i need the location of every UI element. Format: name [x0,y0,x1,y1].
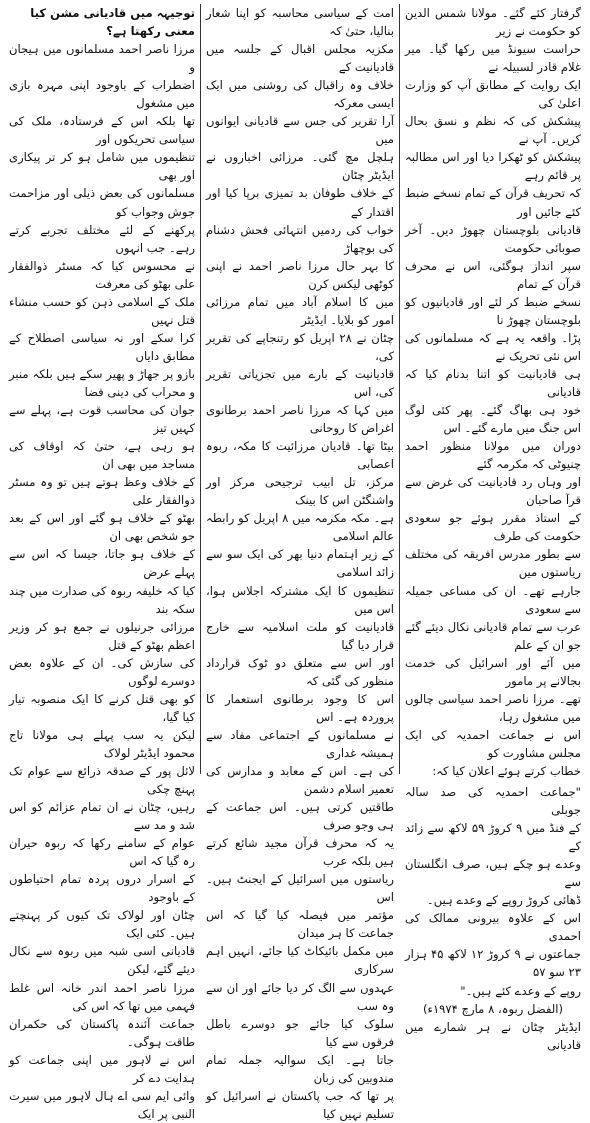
text-line: کا بہر حال مرزا ناصر احمد نے اپنی کوٹھی لیکس کرن [206,258,394,291]
text-line: خطاب کرتے ہوئے اعلان کیا کہ: [432,763,581,778]
text-line: بیٹا تھا۔ قادیان مرزائیت کا مکہ، ربوہ اعصابی [206,439,394,472]
text-line: عہدوں سے الگ کر دیا جائے اور ان سے وہ سب [206,980,394,1013]
text-line: سلوک کیا جائے جو دوسرے باطل فرقوں سے کیا [206,1016,394,1049]
text-line: نے محسوس کیا کہ مسٹر ذوالفقار علی بھٹو کی معرفت [9,258,195,291]
text-line: ریاستوں میں اسرائیل کے ایجنٹ ہیں۔ اس [206,872,394,905]
text-line: "جماعت احمدیہ کی صد سالہ جوبلی [405,785,581,818]
text-line: کی سازش کی۔ ان کے علاوہ بعض دوسرے لوگوں [9,655,195,688]
text-line: قادیانی بلوچستان چھوڑ دیں۔ آخر صوبائی حکومت [405,222,581,255]
text-line: ہے۔ مکہ مکرمہ میں ۸ اپریل کو رابطہ عالم اسلامی [206,511,394,544]
text-line: گرفتار کئے گئے۔ مولانا شمس الدین کو حکومت نے زیر [405,6,581,39]
text-line: نے مسلمانوں کے اجتماعی مفاد سے ہمیشہ غداری [206,727,394,760]
text-line: تنظیموں کا ایک مشترکہ اجلاس ہوا، اس میں [206,583,394,616]
text-line: مرزا ناصر احمد مسلمانوں میں ہیجان و [9,42,195,75]
text-line: ڈھائی کروڑ روپے کے وعدے ہیں۔ [426,893,581,908]
text-line: مرزا ناصر احمد اندر خانہ اس غلط فہمی میں تھا کہ اس کی [9,980,195,1013]
text-line: سے بطور مدرس افریقہ کی مختلف ریاستوں میں [405,547,581,580]
text-line: پڑا۔ واقعہ یہ ہے کہ مسلمانوں کی اس نئی تحریک نے [405,330,581,363]
text-line: ملک کے اسلامی ذہن کو حسب منشاء قتل نہیں [9,294,195,327]
text-line: خواب کی ردمیں انتہائی فحش دشنام کی بوچھاڑ [206,222,394,255]
column-left [4,4,200,1121]
text-line: آرا تقریر کی جس سے قادیانی ایوانوں میں [206,114,394,147]
text-line: مسلمانوں کی بعض ذیلی اور مزاحمت جوش وجواب کو [9,186,195,219]
text-line: حراست سیونڈ میں رکھا گیا۔ میر غلام قادر لسبیلہ نے [405,42,581,75]
section-heading: توجیہہ میں قادیانی مشن کیا معنی رکھتا ہے؟ [30,6,195,39]
text-line: اس نے جماعت احمدیہ کی ایک مجلس مشاورت کو [405,727,581,760]
text-line: میں کہا کہ مرزا ناصر احمد برطانوی اغراض کا روحانی [206,403,394,436]
text-line: بازو پر جھاڑ و پھیر سکے ہیں بلکہ منبر و محراب کی دینی فضا [9,366,195,399]
text-line: مرکز، تل ابیب ترجیحی مرکز اور واشنگٹن اس کا بینک [206,475,394,508]
text-line: مرزائی جرنیلوں نے جمع ہو کر وزیر اعظم بھٹو کے قتل [9,619,195,652]
text-line: روپے کے وعدے کئے ہیں۔" [460,983,581,998]
text-line: کے خلاف طوفان بد تمیزی برپا کیا اور اقتدار کے [206,186,394,219]
text-line: کے اسرار دروں پردہ تمام احتیاطوں کے باوجود [9,872,195,905]
text-line: کے خلاف ہو جاتا، جیسا کہ اس سے پہلے عرض [9,547,195,580]
text-line: مکزیہ مجلس اقبال کے جلسہ میں قادیانیت کے [206,42,394,75]
text-line: خلاف وہ راقبال کی روشنی میں ایک ایسی معرکہ [206,78,394,111]
text-line: جوان کی محاسب قوت ہے، پہلے سے کہیں تیز [9,403,195,436]
text-line: سپر انداز ہوگئی، اس نے محرف قرآن کے تمام [405,258,581,291]
column-right-body [405,4,581,780]
text-line: کرا سکے اور نہ سیاسی اصطلاح کے مطابق دایاں [9,330,195,363]
text-line: کے زیر اہتمام دنیا بھر کی ایک سو سے زائد اسلامی [206,547,394,580]
text-line: اس کا وجود برطانوی استعمار کا پروردہ ہے۔ اس [206,691,394,724]
text-line: وعدے ہو چکے ہیں، صرف انگلستان سے [405,857,581,890]
text-line: کیا کہ خلیفہ ربوہ کی صدارت میں چند سکہ بند [9,583,195,616]
text-line: امت کے سیاسی محاسبہ کو اپنا شعار بنالیا، حتیٰ کہ [206,6,394,39]
text-line: چٹان اور لولاک تک کیوں کر پہنچتے ہیں۔ کئی ایک [9,908,195,941]
text-line: عوام کے سامنے رکھا کہ ربوہ حیران رہ گیا کہ اس [9,836,195,869]
text-line: پیشکش کو ٹھکرا دیا اور اس مطالبہ پر قائم رہے [405,150,581,183]
text-line: کے خلاف وعظ ہوتے ہیں تو وہ مسٹر ذوالفقار علی [9,475,195,508]
text-line: اس نے لاہور میں اپنی جماعت کو ہدایت دے کر [9,1052,195,1085]
text-line: اضطراب کے باوجود اپنی مہرہ بازی میں مشغول [9,78,195,111]
text-line: کے استاذ مقرر ہوئے جو سعودی حکومت کی طرف [405,511,581,544]
quoted-announcement [405,783,581,1000]
text-line: رہیں، چٹان نے ان تمام عزائم کو اس شد و مد سے [9,800,195,833]
text-line: دوران میں مولانا منظور احمد چنیوٹی کہ مکرمہ گئے [405,439,581,472]
text-line: عرب سے تمام قادیانی نکال دیئے گئے جو ان کے علم [405,619,581,652]
text-line: میں مکمل بائیکاٹ کیا جائے، انہیں اہم سرکاری [206,944,394,977]
text-line: وائی ایم سی اے ہال لاہور میں سیرت النبی پر ایک [9,1088,195,1121]
column-right-closing [405,1018,581,1054]
text-line: نسخے ضبط کر لئے اور قادیانیوں کو بلوچستان چھوڑ نا [405,294,581,327]
column-left-body [9,40,195,1123]
text-line: کو بھی قتل کرنے کا ایک منصوبہ تیار کیا گیا، [9,691,195,724]
text-line: پیشکش کی کہ نظم و نسق بحال کریں۔ آپ نے [405,114,581,147]
text-line: بھٹو کے خلاف ہو گئے اور اس کے بعد جو شخص بھی ان [9,511,195,544]
text-line: اس کے علاوہ بیرونی ممالک کی احمدی [405,911,581,944]
text-line: ہو رہی ہے، حتیٰ کہ اوقاف کی مساجد میں بھی ان [9,439,195,472]
column-middle [200,4,400,1121]
text-line: پر تھا کہ جب پاکستان نے اسرائیل کو تسلیم نہیں کیا [206,1088,394,1121]
text-line: جماعت آئندہ پاکستان کی حکمران طاقت ہوگی۔ [9,1016,195,1049]
text-line: جاتا ہے۔ ایک سوالیہ جملہ تمام مندوبین کی زبان [206,1052,394,1085]
text-line: لائل پور کے صدقہ ذرائع سے عوام تک پہنچ چکی [9,763,195,797]
text-line: ایڈیٹر چٹان نے ہر شمارے میں قادیانی [405,1019,581,1052]
text-line: ہی قادیانیت کو اتنا بدنام کیا کہ قادیانی [405,366,581,399]
text-line: قادیانیت کو ملت اسلامیہ سے خارج قرار دیا گیا [206,619,394,652]
text-line: چٹان نے ۲۸ اپریل کو رتنجاپے کی تقریر کی، [206,330,394,363]
text-line: تنظیموں میں شامل ہو کر تر پیکاری اور بھی [9,150,195,183]
text-line: اور وہاں رد قادیانیت کی غرض سے قرآ صاحبان [405,475,581,508]
text-line: لیکن یہ سب پہلے ہی مولانا تاج محمود ایڈیٹر لولاک [9,727,195,760]
text-line: تھے۔ مرزا ناصر احمد سیاسی چالوں میں مشغول رہا، [405,691,581,724]
column-right [400,4,586,1052]
text-line: میں آئے اور اسرائیل کی خدمت بجالانے پر مامور [405,655,581,688]
text-line: یہ کہ محرف قرآن مجید شائع کرتے ہیں بلکہ عرب [206,836,394,869]
text-line: ہلچل مچ گئی۔ مرزائی اخباروں نے ایڈیٹر چٹان [206,150,394,183]
text-line: قادیانیت کے بارے میں تجزیاتی تقریر کی، اس [206,366,394,399]
text-line: قادیانی اسی شبہ میں ربوہ سے نکال دیئے گئے، لیکن [9,944,195,977]
text-line: کہ تحریف قرآن کے تمام نسخے ضبط کئے جائیں اور [405,186,581,219]
text-line: خود ہی بھاگ گئے۔ پھر کئی لوگ اس جنگ میں مارے گئے۔ اس [405,403,581,436]
text-line: جماعتوں نے ۹ کروڑ ۱۲ لاکھ ۴۵ ہزار ۲۳ سو ۵۷ [405,947,581,980]
text-line: پرکھنے کے لئے مختلف تجربے کرتے رہے۔ جب انہوں [9,222,195,255]
text-line: کی ہے۔ اس کے معابد و مدارس کی تعمیر اسلام دشمن [206,763,394,797]
text-line: جارہے تھے۔ ان کی مساعی جمیلہ سے سعودی [405,583,581,616]
quote-citation: (الفضل ربوہ، ۸ مارچ ۱۹۷۴ء) [422,1001,564,1016]
column-middle-body [206,4,394,1123]
text-line: طاقتیں کرتی ہیں۔ اس جماعت کے ہی وجو صرف [206,800,394,833]
text-line: اور اس سے متعلق دو ٹوک قرارداد منظور کی گئی کہ [206,655,394,688]
text-line: کے فنڈ میں ۹ کروڑ ۵۹ لاکھ سے زائد کے [405,821,581,854]
text-line: ایک روایت کے مطابق آپ کو وزارت اعلیٰ کی [405,78,581,111]
text-line: تھا بلکہ اس کے فرستادہ، ملک کی سیاسی تحریکوں اور [9,114,195,147]
text-line: مؤتمر میں فیصلہ کیا گیا کہ اس جماعت کا ہر میدان [206,908,394,941]
text-line: میں کا اسلام آباد میں تمام مرزائی امور کو بلایا۔ ایڈیٹر [206,294,394,327]
